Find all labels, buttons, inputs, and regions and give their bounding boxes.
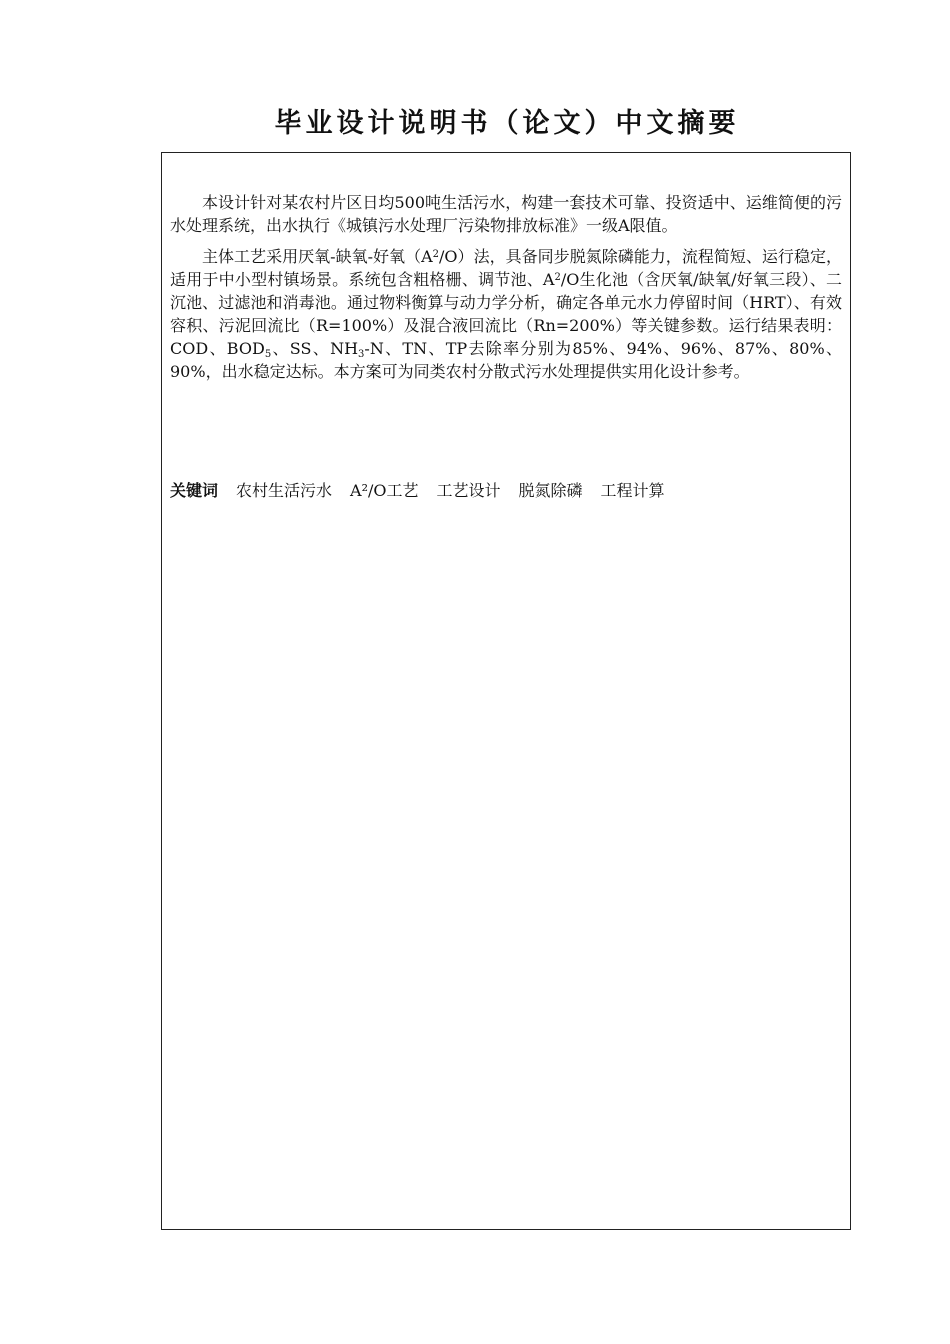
superscript-2: 2 [554, 272, 561, 283]
p2-text-e: -N、TN、TP去除率分别为85%、94%、96%、87%、80%、90%，出水稳定达标。本方案可为同类农村分散式污水处理提供实用化设计参考。 [170, 339, 842, 381]
abstract-body [170, 191, 842, 391]
keyword: 工程计算 [600, 481, 665, 500]
subscript-5: 5 [264, 349, 272, 360]
keywords-row [170, 479, 842, 503]
p2-text-b: /O）法，具备同步脱氮除磷能力，流程简短、运行稳定，适用于中小型村镇场景。系统包含粗格栅、调节池、A [170, 247, 842, 289]
page-title: 毕业设计说明书（论文）中文摘要 [274, 108, 740, 139]
keywords-label: 关键词 [170, 481, 219, 500]
abstract-paragraph-2 [170, 245, 842, 383]
subscript-3: 3 [358, 349, 365, 360]
keyword: 脱氮除磷 [518, 481, 583, 500]
superscript-2: 2 [432, 249, 440, 260]
p2-text-c: /O生化池（含厌氧/缺氧/好氧三段）、二沉池、过滤池和消毒池。通过物料衡算与动力学分析，确定各单元水力停留时间（HRT）、有效容积、污泥回流比（R=100%）及混合液回流比（Rn=200%）等关键参数。运行结果表明：COD、BOD [170, 270, 842, 358]
abstract-paragraph-1: 本设计针对某农村片区日均500吨生活污水，构建一套技术可靠、投资适中、运维简便的污水处理系统，出水执行《城镇污水处理厂污染物排放标准》一级A限值。 [170, 193, 842, 235]
abstract-box [161, 152, 851, 1230]
keyword: 农村生活污水 [236, 481, 333, 500]
keyword: A²/O工艺 [350, 481, 419, 500]
keyword: 工艺设计 [436, 481, 501, 500]
p2-text-d: 、SS、NH [271, 339, 359, 358]
p2-text-a: 主体工艺采用厌氧-缺氧-好氧（A [202, 247, 433, 266]
